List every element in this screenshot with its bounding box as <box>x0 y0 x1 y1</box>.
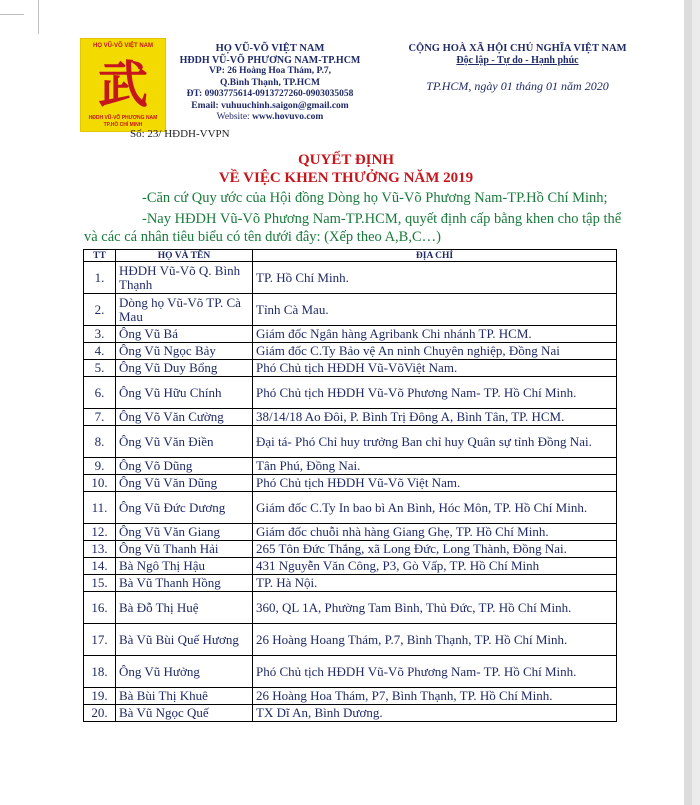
person-name: Ông Vũ Bá <box>116 326 253 343</box>
column-header-address: ĐỊA CHỈ <box>253 250 617 262</box>
address-cell: TX Dĩ An, Bình Dương. <box>253 705 617 722</box>
page-corner-mark <box>38 0 39 34</box>
person-name: Ông Võ Dũng <box>116 458 253 475</box>
row-number: 18. <box>84 656 116 688</box>
address-cell: Giám đốc Ngân hàng Agribank Chi nhánh TP. HCM. <box>253 326 617 343</box>
column-header-name: HỌ VÀ TÊN <box>116 250 253 262</box>
website-value: www.hovuvo.com <box>252 112 324 122</box>
table-row <box>84 409 617 426</box>
row-number: 16. <box>84 592 116 624</box>
national-header <box>390 43 645 94</box>
logo-top-text: HỌ VŨ-VÕ VIỆT NAM <box>92 43 153 49</box>
logo-bottom-text: TP.HỒ CHÍ MINH <box>103 122 143 128</box>
row-number: 10. <box>84 475 116 492</box>
table-row <box>84 541 617 558</box>
org-branch: HĐDH VŨ-VÕ PHƯƠNG NAM-TP.HCM <box>179 54 361 66</box>
table-row <box>84 524 617 541</box>
person-name: Ông Vũ Đức Dương <box>116 492 253 524</box>
address-cell: 431 Nguyễn Văn Công, P3, Gò Vấp, TP. Hồ Chí Minh <box>253 558 617 575</box>
row-number: 3. <box>84 326 116 343</box>
person-name: Ông Vũ Văn Giang <box>116 524 253 541</box>
person-name: Ông Vũ Thanh Hải <box>116 541 253 558</box>
table-row <box>84 492 617 524</box>
address-cell: Phó Chủ tịch HĐDH Vũ-Võ Phương Nam- TP. Hồ Chí Minh. <box>253 377 617 409</box>
row-number: 19. <box>84 688 116 705</box>
address-cell: Phó Chủ tịch HĐDH Vũ-Võ Phương Nam- TP. Hồ Chí Minh. <box>253 656 617 688</box>
address-cell: Đại tá- Phó Chỉ huy trưởng Ban chỉ huy Quân sự tỉnh Đồng Nai. <box>253 426 617 458</box>
table-row <box>84 656 617 688</box>
row-number: 11. <box>84 492 116 524</box>
paragraph-basis: -Căn cứ Quy ước của Hội đồng Dòng họ Vũ-Võ Phương Nam-TP.Hồ Chí Minh; <box>142 190 608 206</box>
column-header-tt: TT <box>84 250 116 262</box>
address-cell: 26 Hoàng Hoang Thám, P.7, Bình Thạnh, TP. Hồ Chí Minh. <box>253 624 617 656</box>
person-name: Bà Vũ Ngọc Quế <box>116 705 253 722</box>
row-number: 9. <box>84 458 116 475</box>
person-name: HĐDH Vũ-Võ Q. Bình Thạnh <box>116 262 253 294</box>
person-name: Ông Vũ Văn Dũng <box>116 475 253 492</box>
row-number: 14. <box>84 558 116 575</box>
person-name: Bà Ngô Thị Hậu <box>116 558 253 575</box>
row-number: 7. <box>84 409 116 426</box>
address-cell: Giám đốc C.Ty In bao bì An Bình, Hóc Môn, TP. Hồ Chí Minh. <box>253 492 617 524</box>
table-row <box>84 688 617 705</box>
paragraph-decision-cont: và các cá nhân tiêu biểu có tên dưới đây: (Xếp theo A,B,C…) <box>84 229 441 245</box>
address-cell: Giám đốc chuỗi nhà hàng Giang Ghẹ, TP. Hồ Chí Minh. <box>253 524 617 541</box>
document-number: Số: 23/ HĐDH-VVPN <box>130 128 230 140</box>
decision-title: QUYẾT ĐỊNH <box>298 152 394 168</box>
logo-character: 武 <box>98 57 148 113</box>
table-row <box>84 458 617 475</box>
org-phone: ĐT: 0903775614-0913727260-0903035058 <box>186 89 354 99</box>
address-cell: Giám đốc C.Ty Bảo vệ An ninh Chuyên nghiệp, Đồng Nai <box>253 343 617 360</box>
table-row <box>84 377 617 409</box>
org-name: HỌ VŨ-VÕ VIỆT NAM <box>215 43 325 54</box>
website-label: Website: <box>216 112 250 122</box>
address-cell: Phó Chủ tịch HĐDH Vũ-VõViệt Nam. <box>253 360 617 377</box>
table-row <box>84 575 617 592</box>
row-number: 15. <box>84 575 116 592</box>
address-cell: TP. Hà Nội. <box>253 575 617 592</box>
document-date: TP.HCM, ngày 01 tháng 01 năm 2020 <box>426 79 609 93</box>
row-number: 17. <box>84 624 116 656</box>
person-name: Bà Bùi Thị Khuê <box>116 688 253 705</box>
org-district: Q.Bình Thạnh, TP.HCM <box>220 77 320 88</box>
table-row <box>84 705 617 722</box>
row-number: 5. <box>84 360 116 377</box>
clan-logo <box>80 38 166 132</box>
row-number: 20. <box>84 705 116 722</box>
table-row <box>84 294 617 326</box>
table-row <box>84 558 617 575</box>
table-row <box>84 426 617 458</box>
nation-motto: Độc lập - Tự do - Hạnh phúc <box>456 55 579 66</box>
table-header-row <box>84 250 617 262</box>
person-name: Ông Vũ Duy Bổng <box>116 360 253 377</box>
address-cell: Tân Phú, Đồng Nai. <box>253 458 617 475</box>
table-row <box>84 262 617 294</box>
award-table <box>83 249 617 722</box>
nation-name: CỘNG HOÀ XÃ HỘI CHỦ NGHĨA VIỆT NAM <box>408 43 627 54</box>
decision-subtitle: VỀ VIỆC KHEN THƯỞNG NĂM 2019 <box>218 170 474 186</box>
row-number: 13. <box>84 541 116 558</box>
address-cell: Tỉnh Cà Mau. <box>253 294 617 326</box>
address-cell: 360, QL 1A, Phường Tam Bình, Thủ Đức, TP. Hồ Chí Minh. <box>253 592 617 624</box>
person-name: Bà Đỗ Thị Huệ <box>116 592 253 624</box>
address-cell: TP. Hồ Chí Minh. <box>253 262 617 294</box>
row-number: 12. <box>84 524 116 541</box>
table-row <box>84 326 617 343</box>
org-website <box>170 112 370 124</box>
table-row <box>84 592 617 624</box>
address-cell: 26 Hoàng Hoa Thám, P7, Bình Thạnh, TP. Hồ Chí Minh. <box>253 688 617 705</box>
table-body <box>84 262 617 722</box>
person-name: Dòng họ Vũ-Võ TP. Cà Mau <box>116 294 253 326</box>
row-number: 6. <box>84 377 116 409</box>
person-name: Ông Vũ Ngọc Bảy <box>116 343 253 360</box>
person-name: Ông Vũ Hữu Chính <box>116 377 253 409</box>
row-number: 1. <box>84 262 116 294</box>
table-row <box>84 360 617 377</box>
page-edge <box>684 0 692 805</box>
logo-bottom-text: HĐDH VŨ-VÕ PHƯƠNG NAM <box>88 115 158 121</box>
org-email: Email: vuhuuchinh.saigon@gmail.com <box>191 100 349 111</box>
row-number: 4. <box>84 343 116 360</box>
person-name: Ông Vũ Hưởng <box>116 656 253 688</box>
address-cell: 38/14/18 Ao Đôi, P. Bình Trị Đông A, Bình Tân, TP. HCM. <box>253 409 617 426</box>
row-number: 2. <box>84 294 116 326</box>
page-corner-mark <box>0 14 24 15</box>
organization-header <box>170 43 370 124</box>
row-number: 8. <box>84 426 116 458</box>
org-address: VP: 26 Hoàng Hoa Thám, P.7, <box>209 66 331 76</box>
address-cell: 265 Tôn Đức Thắng, xã Long Đức, Long Thành, Đồng Nai. <box>253 541 617 558</box>
table-row <box>84 475 617 492</box>
table-row <box>84 343 617 360</box>
person-name: Bà Vũ Bùi Quế Hương <box>116 624 253 656</box>
person-name: Ông Vũ Văn Điền <box>116 426 253 458</box>
person-name: Ông Võ Văn Cường <box>116 409 253 426</box>
person-name: Bà Vũ Thanh Hồng <box>116 575 253 592</box>
paragraph-decision: -Nay HĐDH Vũ-Võ Phương Nam-TP.HCM, quyết định cấp bằng khen cho tập thể <box>142 211 622 227</box>
table-row <box>84 624 617 656</box>
address-cell: Phó Chủ tịch HĐDH Vũ-Võ Việt Nam. <box>253 475 617 492</box>
